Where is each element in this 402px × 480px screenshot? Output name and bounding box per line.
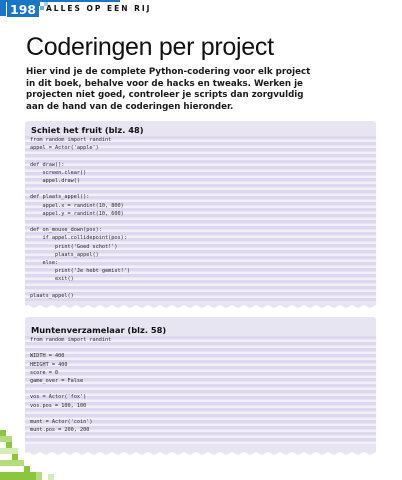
code-line: game_over = False <box>30 378 84 384</box>
code-line: appel = Actor('apple') <box>30 145 99 152</box>
running-head: ALLES OP EEN RIJ <box>46 4 152 13</box>
code-line: def draw(): <box>30 161 65 168</box>
code-listing <box>25 136 376 302</box>
code-line: print('Je hebt gemist!') <box>30 268 130 275</box>
code-line: score = 0 <box>30 369 59 376</box>
code-line: screen.clear() <box>30 169 87 176</box>
code-line: appel.x = randint(10, 800) <box>30 202 124 209</box>
code-line: plaats_appel() <box>30 292 74 299</box>
code-box-title: Muntenverzamelaar (blz. 58) <box>31 325 167 335</box>
code-box-muntenverzamelaar <box>25 317 376 452</box>
code-box-schiet-het-fruit <box>25 121 376 305</box>
code-line: WIDTH = 400 <box>30 353 65 360</box>
code-line: def plaats_appel(): <box>30 194 90 201</box>
code-line: from random import randint <box>30 137 112 143</box>
code-listing <box>25 336 376 444</box>
code-line: vos = Actor('fox') <box>30 394 87 401</box>
code-line: munt.pos = 200, 200 <box>30 427 90 434</box>
code-line: appel.y = randint(10, 600) <box>30 210 124 217</box>
code-line: plaats_appel() <box>30 251 99 258</box>
code-line: vos.pos = 100, 100 <box>30 402 87 409</box>
intro-paragraph: Hier vind je de complete Python-codering voor elk project in dit boek, behalve voor de hacks en tweaks. Werken je projecten niet goed, controleer je scripts dan zorgvuldig aan de hand van de coderingen hieronder. <box>26 67 311 112</box>
code-line: appel.draw() <box>30 178 80 184</box>
code-line: print('Goed schot!') <box>30 243 118 250</box>
code-box-title: Schiet het fruit (blz. 48) <box>31 125 144 135</box>
code-line: if appel.collidepoint(pos): <box>30 235 127 242</box>
code-line: from random import randint <box>30 337 112 343</box>
code-line: exit() <box>30 276 74 283</box>
torn-edge <box>25 449 376 455</box>
torn-edge <box>25 302 376 308</box>
page-title: Coderingen per project <box>26 33 274 61</box>
code-line: munt = Actor('coin') <box>30 419 93 425</box>
code-line: def on_mouse_down(pos): <box>30 227 102 234</box>
code-line: else: <box>30 260 59 266</box>
page-number: 198 <box>7 2 39 17</box>
code-line: HEIGHT = 400 <box>30 361 68 368</box>
